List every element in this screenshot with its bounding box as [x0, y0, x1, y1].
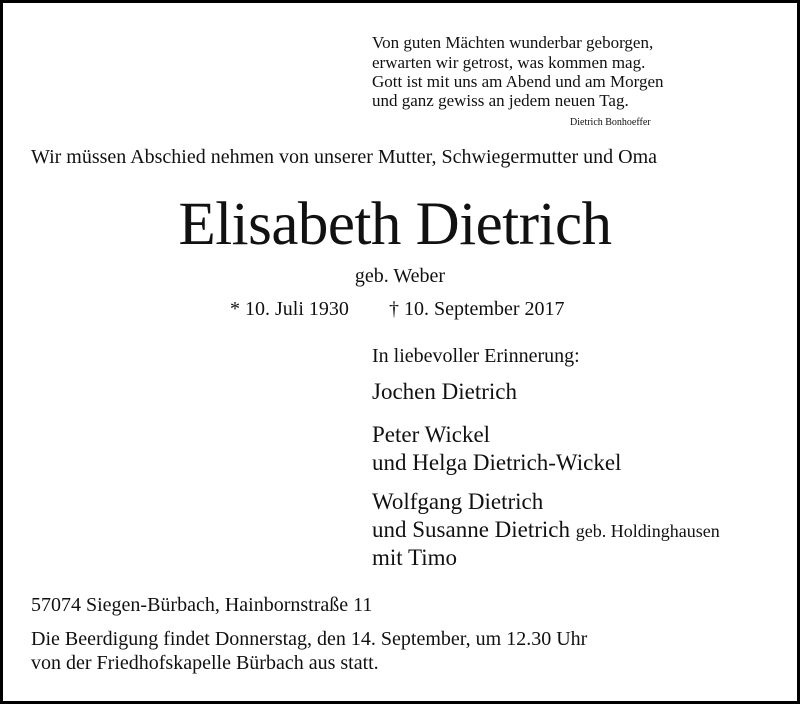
funeral-line-1: Die Beerdigung findet Donnerstag, den 14. September, um 12.30 Uhr [31, 628, 588, 650]
address: 57074 Siegen-Bürbach, Hainbornstraße 11 [31, 594, 373, 616]
intro-text: Wir müssen Abschied nehmen von unserer Mutter, Schwiegermutter und Oma [31, 146, 658, 168]
funeral-line-2: von der Friedhofskapelle Bürbach aus statt. [31, 652, 379, 674]
birth-date: * 10. Juli 1930 [230, 298, 349, 320]
quote-line-1: Von guten Mächten wunderbar geborgen, [372, 33, 654, 52]
mourner-3-line-3: mit Timo [372, 545, 458, 570]
maiden-name: geb. Weber [354, 265, 446, 287]
quote-line-2: erwarten wir getrost, was kommen mag. [372, 53, 646, 72]
deceased-name: Elisabeth Dietrich [178, 191, 612, 258]
mourner-2-line-2: und Helga Dietrich-Wickel [372, 450, 622, 475]
mourner-3-line-2 [372, 516, 720, 545]
quote-author: Dietrich Bonhoeffer [570, 117, 651, 128]
mourner-3-name: und Susanne Dietrich [372, 517, 571, 542]
quote-line-4: und ganz gewiss an jedem neuen Tag. [372, 91, 629, 110]
quote-line-3: Gott ist mit uns am Abend und am Morgen [372, 72, 664, 91]
death-date: † 10. September 2017 [389, 298, 565, 320]
mourner-3-maiden-name: geb. Holdinghausen [575, 521, 720, 541]
mourner-3-line-1: Wolfgang Dietrich [372, 489, 544, 514]
mourner-2-line-1: Peter Wickel [372, 422, 491, 447]
mourners-heading: In liebevoller Erinnerung: [372, 345, 580, 367]
mourner-1: Jochen Dietrich [372, 379, 517, 404]
